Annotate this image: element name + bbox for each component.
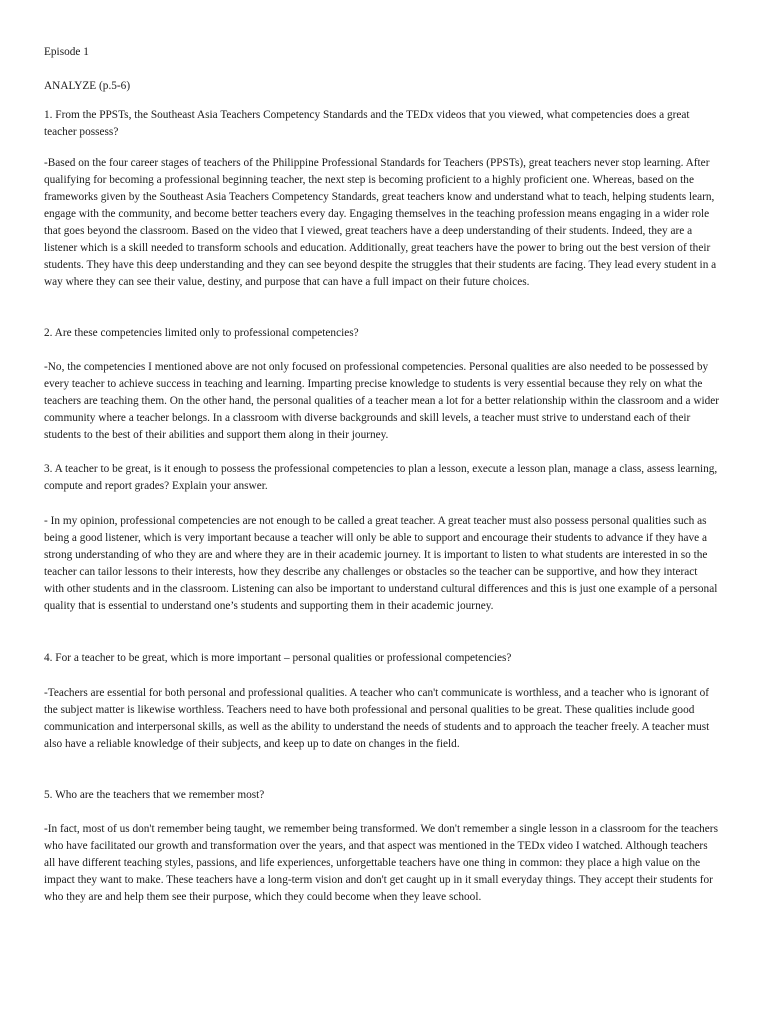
question-4: 4. For a teacher to be great, which is more important – personal qualities or professional competencies? [44,652,512,664]
answer-3: - In my opinion, professional competencies are not enough to be called a great teacher. A great teacher must also possess personal qualities such as being a good listener, which is very important because a teacher will only be able to support and encourage their students to advance if they have a strong understanding of who they are and where they are in their academic journey. It is important to listen to what students are interested in so the teacher can tailor lessons to their interests, how they describe any challenges or obstacles so the teacher can be supportive, and how they interact with other students and in the classroom. Listening can also be important to understand cultural differences and this is just one example of a personal quality that is essential to understand one’s students and supporting them in their academic journey. [44,515,718,612]
episode-heading: Episode 1 [44,46,89,58]
question-5: 5. Who are the teachers that we remember most? [44,789,265,801]
answer-4: -Teachers are essential for both personal and professional qualities. A teacher who can't communicate is worthless, and a teacher who is ignorant of the subject matter is likewise worthless. Teachers need to have both professional and personal qualities to be great. These qualities include good communication and interpersonal skills, as well as the ability to understand the needs of students and to approach the teacher freely. A teacher must also have a reliable knowledge of their subjects, and keep up to date on changes in the field. [44,687,710,750]
question-3: 3. A teacher to be great, is it enough to possess the professional competencies to plan a lesson, execute a lesson plan, manage a class, assess learning, compute and report grades? Explain your answer. [44,463,718,492]
answer-5: -In fact, most of us don't remember being taught, we remember being transformed. We don't remember a single lesson in a classroom for the teachers who have facilitated our growth and transformation over the years, and that aspect was mentioned in the TEDx video I watched. Although teachers all have different teaching styles, passions, and life experiences, unforgettable teachers have one thing in common: they place a high value on the impact they want to make. These teachers have a long-term vision and don't get caught up in it small everyday things. They accept their students for who they are and help them see their purpose, which they could become when they leave school. [44,823,718,903]
question-2: 2. Are these competencies limited only to professional competencies? [44,327,359,339]
answer-1: -Based on the four career stages of teachers of the Philippine Professional Standards for Teachers (PPSTs), great teachers never stop learning. After qualifying for becoming a professional beginning teacher, the next step is becoming proficient to a highly proficient one. Whereas, based on the frameworks given by the Southeast Asia Teachers Competency Standards, great teachers know and understand what to teach, helping students learn, engage with the community, and become better teachers every day. Engaging themselves in the teaching profession means engaging in a wider role that goes beyond the classroom. Based on the video that I viewed, great teachers have a deep understanding of their students. Indeed, they are a listener which is a skill needed to transform schools and education. Additionally, great teachers have the power to bring out the best version of their students. They have this deep understanding and they can see beyond despite the struggles that their students are facing. They lead every student in a way where they can see their value, destiny, and purpose that can have a full impact on their future choices. [44,157,717,288]
question-1: 1. From the PPSTs, the Southeast Asia Teachers Competency Standards and the TEDx videos that you viewed, what competencies does a great teacher possess? [44,109,690,138]
section-heading: ANALYZE (p.5-6) [44,80,131,92]
answer-2: -No, the competencies I mentioned above are not only focused on professional competencies. Personal qualities are also needed to be possessed by every teacher to achieve success in teaching and learning. Imparting precise knowledge to students is very essential because they rely on what the teachers are teaching them. On the other hand, the personal qualities of a teacher mean a lot for a better relationship within the classroom and a wider community where a teacher belongs. In a classroom with diverse backgrounds and skill levels, a teacher must strive to understand each of their students to the best of their abilities and support them along in their journey. [44,361,720,441]
